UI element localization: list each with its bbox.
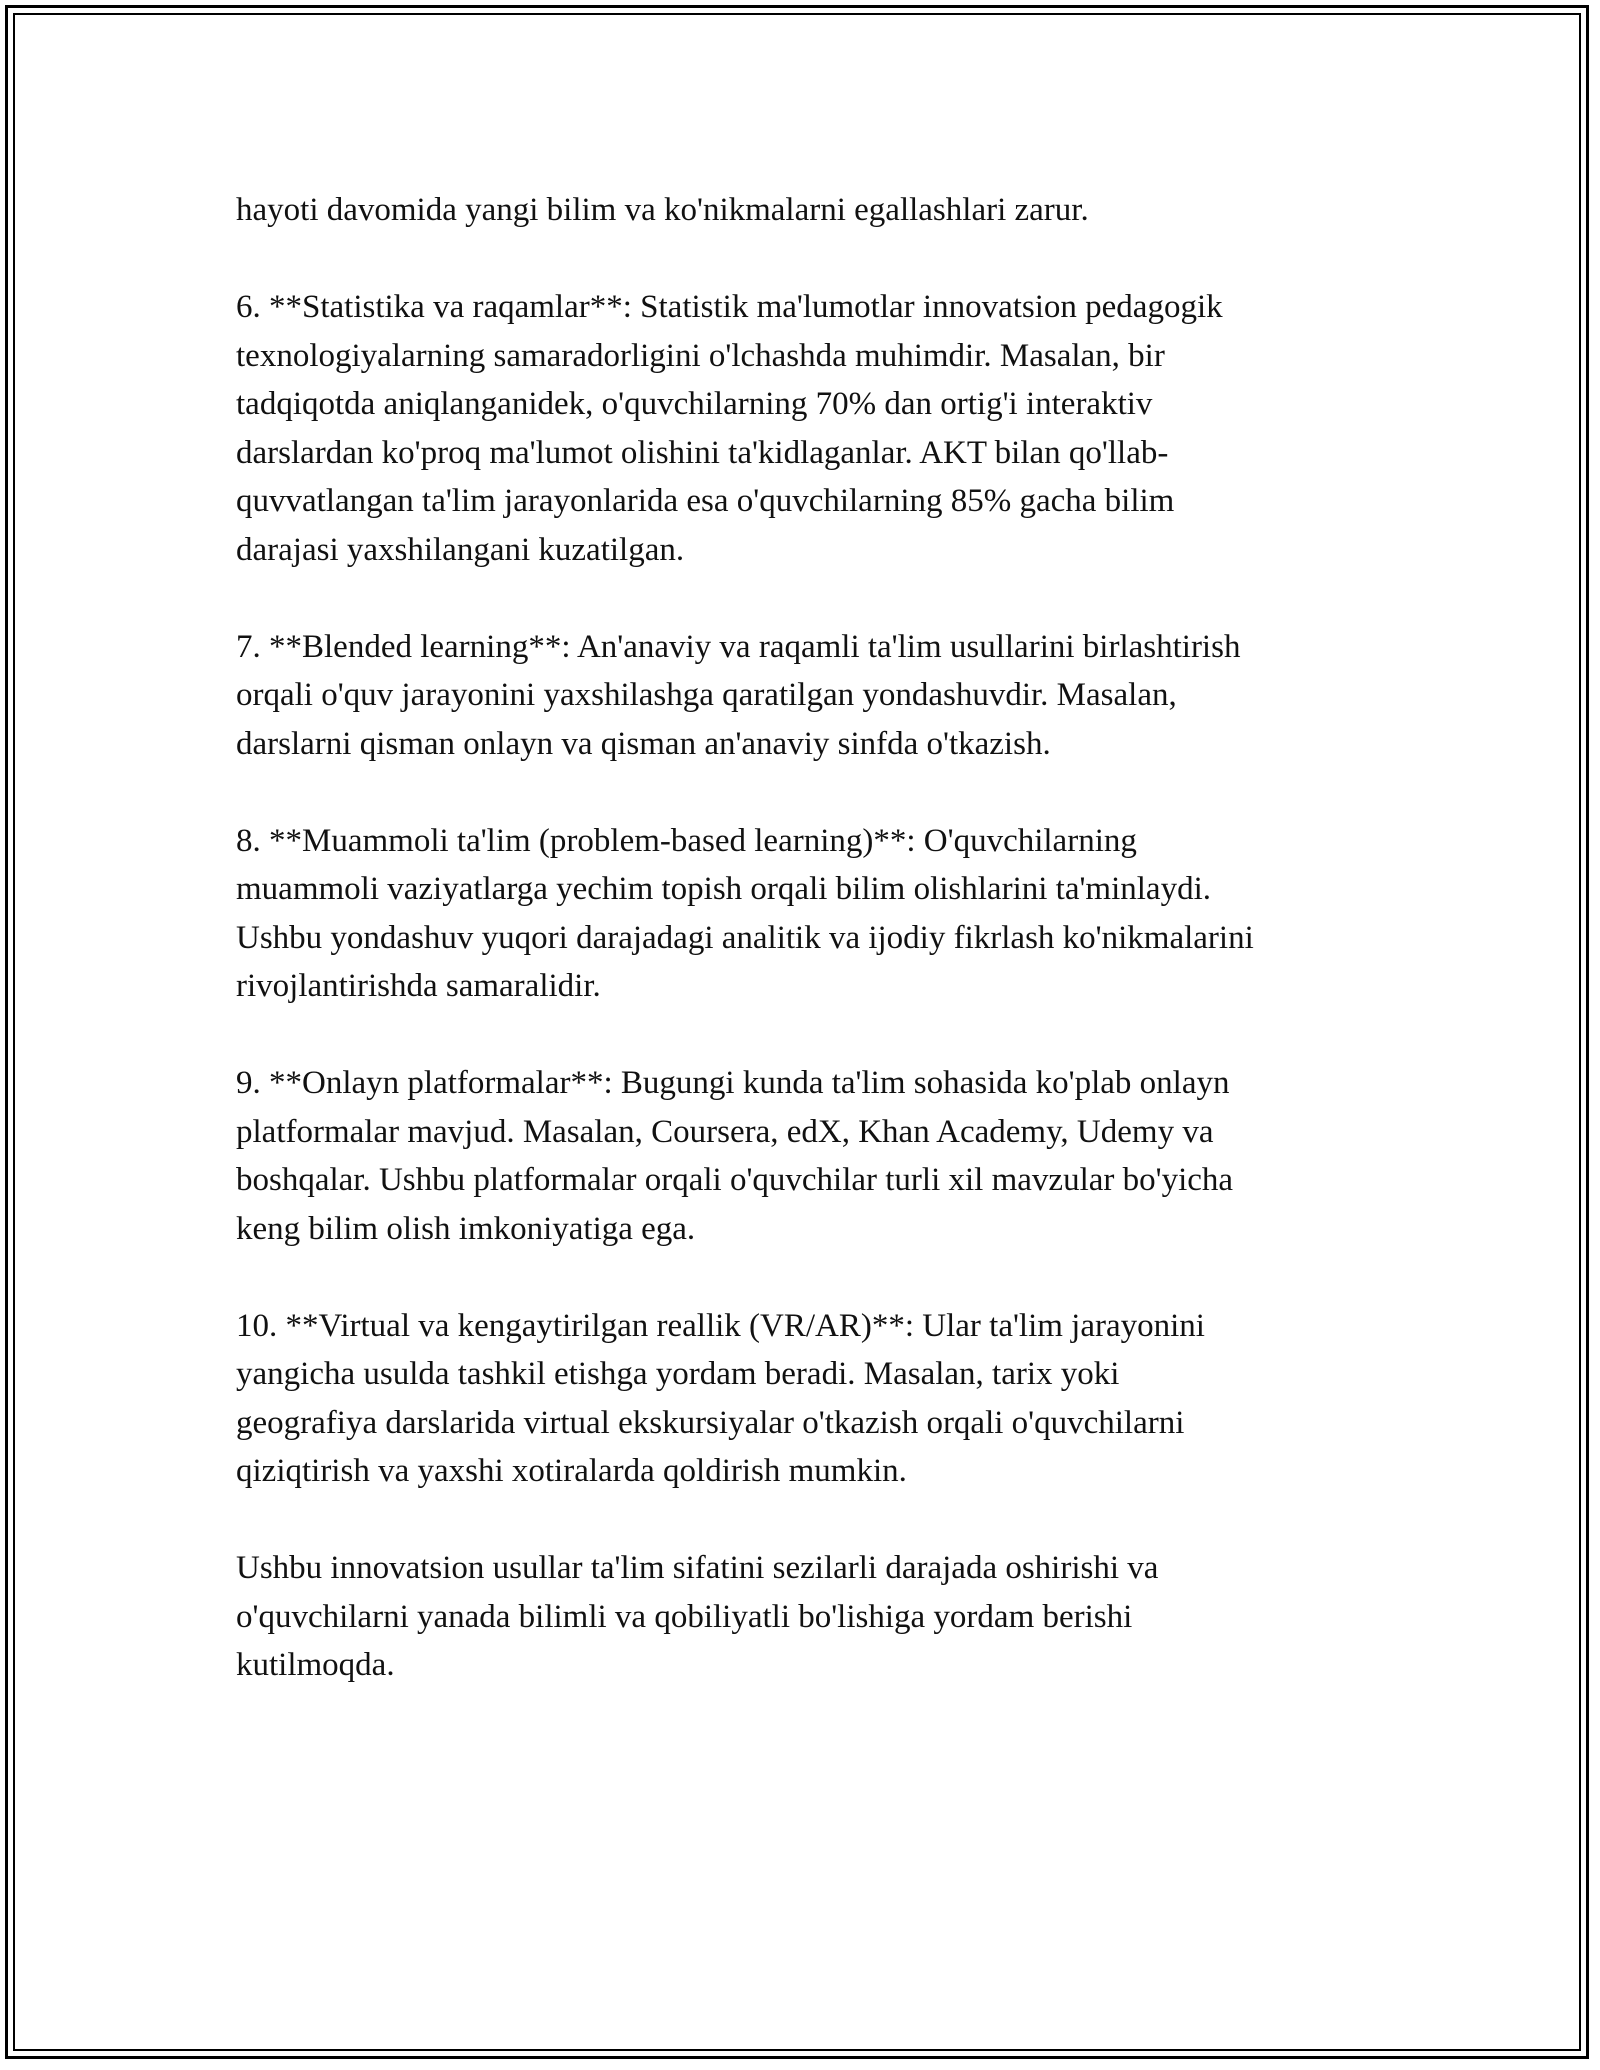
text-line: 9. **Onlayn platformalar**: Bugungi kunda ta'lim sohasida ko'plab onlayn [236,1065,1230,1101]
text-line: Ushbu yondashuv yuqori darajadagi analitik va ijodiy fikrlash ko'nikmalarini [236,919,1254,956]
paragraph-item-9 [236,1059,1386,1253]
text-line: darajasi yaxshilangani kuzatilgan. [236,531,685,568]
text-line: rivojlantirishda samaralidir. [236,968,601,1004]
text-line: boshqalar. Ushbu platformalar orqali o'quvchilar turli xil mavzular bo'yicha [236,1162,1234,1198]
text-line: quvvatlangan ta'lim jarayonlarida esa o'quvchilarning 85% gacha bilim [236,483,1175,519]
text-line: platformalar mavjud. Masalan, Coursera, edX, Khan Academy, Udemy va [236,1113,1214,1150]
text-line: 10. **Virtual va kengaytirilgan reallik (VR/AR)**: Ular ta'lim jarayonini [236,1307,1205,1344]
paragraph-item-8 [236,817,1386,1011]
paragraph-item-6 [236,283,1386,574]
paragraph-conclusion [236,1544,1386,1690]
text-line: Ushbu innovatsion usullar ta'lim sifatini sezilarli darajada oshirishi va [236,1550,1159,1586]
text-line: tadqiqotda aniqlanganidek, o'quvchilarning 70% dan ortig'i interaktiv [236,386,1153,422]
text-line: yangicha usulda tashkil etishga yordam beradi. Masalan, tarix yoki [236,1356,1120,1392]
text-line: qiziqtirish va yaxshi xotiralarda qoldirish mumkin. [236,1453,907,1489]
paragraph-item-7 [236,623,1386,769]
text-line: orqali o'quv jarayonini yaxshilashga qaratilgan yondashuvdir. Masalan, [236,677,1177,713]
text-line: geografiya darslarida virtual ekskursiyalar o'tkazish orqali o'quvchilarni [236,1404,1185,1441]
paragraph-item-10 [236,1302,1386,1496]
text-line: 8. **Muammoli ta'lim (problem-based learning)**: O'quvchilarning [236,822,1137,859]
text-line: kutilmoqda. [236,1647,395,1683]
text-line: 6. **Statistika va raqamlar**: Statistik ma'lumotlar innovatsion pedagogik [236,289,1223,325]
text-line: keng bilim olish imkoniyatiga ega. [236,1210,696,1247]
text-line: muammoli vaziyatlarga yechim topish orqali bilim olishlarini ta'minlaydi. [236,871,1211,907]
document-body [236,186,1386,1738]
text-line: darslarni qisman onlayn va qisman an'anaviy sinfda o'tkazish. [236,725,1051,762]
text-line: o'quvchilarni yanada bilimli va qobiliyatli bo'lishiga yordam berishi [236,1598,1133,1635]
text-line: hayoti davomida yangi bilim va ko'nikmalarni egallashlari zarur. [236,192,1089,228]
text-line: 7. **Blended learning**: An'anaviy va raqamli ta'lim usullarini birlashtirish [236,628,1241,665]
paragraph-continuation [236,186,1386,235]
text-line: texnologiyalarning samaradorligini o'lchashda muhimdir. Masalan, bir [236,337,1165,374]
text-line: darslardan ko'proq ma'lumot olishini ta'kidlaganlar. AKT bilan qo'llab- [236,434,1169,471]
